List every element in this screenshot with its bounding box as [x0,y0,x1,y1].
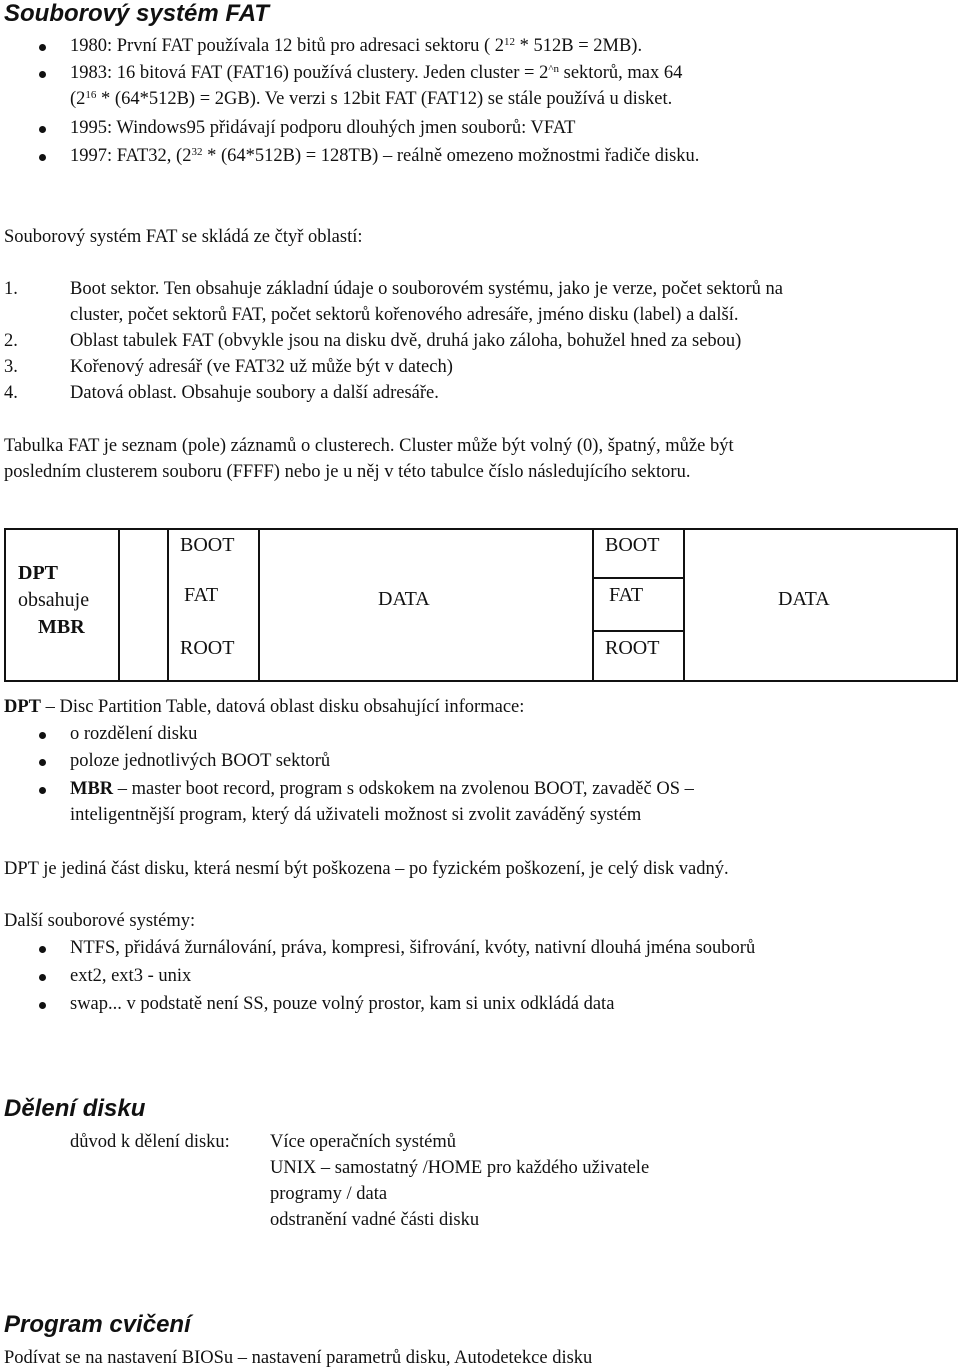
partition-reason: odstranění vadné části disku [270,1210,480,1230]
partition2-boot-label: BOOT [605,534,660,556]
mbr-definition: MBR – master boot record, program s odskokem na zvolenou BOOT, zavaděč OS – [70,779,694,799]
bullet-icon [39,126,46,133]
dpt-cell-label: DPT [18,562,58,584]
history-item-1995: 1995: Windows95 přidávají podporu dlouhých jmen souborů: VFAT [70,118,576,138]
partition1-fat-label: FAT [184,584,219,606]
dpt-item: poloze jednotlivých BOOT sektorů [70,751,331,771]
dpt-cell-label: MBR [38,616,85,638]
bullet-icon [39,154,46,161]
bullet-icon [39,1002,46,1009]
area-num: 1. [4,279,18,299]
history-item-1983-cont: $(2^{16} * (64*512B) = 2GB)$. Ve verzi s 12bit FAT (FAT12) se stále používá u disket. [70,89,673,109]
history-item-1980: 1980: První FAT používala 12 bitů pro adresaci sektoru ( $2^{12} * 512B = 2MB$). [70,36,643,56]
dpt-item: o rozdělení disku [70,724,198,744]
history-item-1997: 1997: FAT32, $(2^{32} * (64*512B) = 128TB)$ – reálně omezeno možnostmi řadiče disku. [70,146,700,166]
area-root: Kořenový adresář (ve FAT32 už může být v datech) [70,357,453,377]
partition-reason: Více operačních systémů [270,1132,456,1152]
area-boot-cont: cluster, počet sektorů FAT, počet sektorů kořenového adresáře, jméno disku (label) a další. [70,305,739,325]
partition2-fat-label: FAT [609,584,644,606]
fat-table-para-cont: posledním clusterem souboru (FFFF) nebo je u něj v této tabulce číslo následujícího sektoru. [4,462,691,482]
partition2-root-label: ROOT [605,637,660,659]
partition-reason: programy / data [270,1184,388,1204]
dpt-cell-label: obsahuje [18,589,90,611]
section-title-program: Program cvičení [4,1311,191,1338]
mbr-definition-cont: inteligentnější program, který dá uživateli možnost si zvolit zaváděný systém [70,805,642,825]
history-item-1983: 1983: 16 bitová FAT (FAT16) používá clustery. Jeden cluster = $2^{\^{}n}$ sektorů, max 64 [70,63,683,83]
partition1-root-label: ROOT [180,637,235,659]
fat-table-para: Tabulka FAT je seznam (pole) záznamů o clusterech. Cluster může být volný (0), špatný, může být [4,436,734,456]
partition1-data-label: DATA [378,588,430,610]
partition2-data-label: DATA [778,588,830,610]
bullet-icon [39,787,46,794]
area-num: 4. [4,383,18,403]
partition-reason-label: důvod k dělení disku: [70,1132,230,1152]
other-fs-item: ext2, ext3 - unix [70,966,192,986]
section-title-partition: Dělení disku [4,1095,146,1122]
bullet-icon [39,759,46,766]
dpt-note: DPT je jediná část disku, která nesmí být poškozena – po fyzickém poškození, je celý disk vadný. [4,859,729,879]
bullet-icon [39,71,46,78]
area-boot: Boot sektor. Ten obsahuje základní údaje o souborovém systému, jako je verze, počet sektorů na [70,279,783,299]
bullet-icon [39,732,46,739]
area-num: 3. [4,357,18,377]
area-data: Datová oblast. Obsahuje soubory a další adresáře. [70,383,439,403]
bullet-icon [39,44,46,51]
other-fs-item: NTFS, přidává žurnálování, práva, kompresi, šifrování, kvóty, nativní dlouhá jména souborů [70,938,756,958]
section-title-fat: Souborový systém FAT [4,0,269,27]
partition1-boot-label: BOOT [180,534,235,556]
area-fat-tables: Oblast tabulek FAT (obvykle jsou na disku dvě, druhá jako záloha, bohužel hned za sebou) [70,331,742,351]
partition-reason: UNIX – samostatný /HOME pro každého uživatele [270,1158,650,1178]
program-text: Podívat se na nastavení BIOSu – nastavení parametrů disku, Autodetekce disku [4,1348,593,1368]
other-fs-item: swap... v podstatě není SS, pouze volný prostor, kam si unix odkládá data [70,994,615,1014]
areas-intro: Souborový systém FAT se skládá ze čtyř oblastí: [4,227,363,247]
area-num: 2. [4,331,18,351]
dpt-definition: DPT – Disc Partition Table, datová oblast disku obsahující informace: [4,697,525,717]
bullet-icon [39,946,46,953]
other-fs-intro: Další souborové systémy: [4,911,196,931]
bullet-icon [39,974,46,981]
